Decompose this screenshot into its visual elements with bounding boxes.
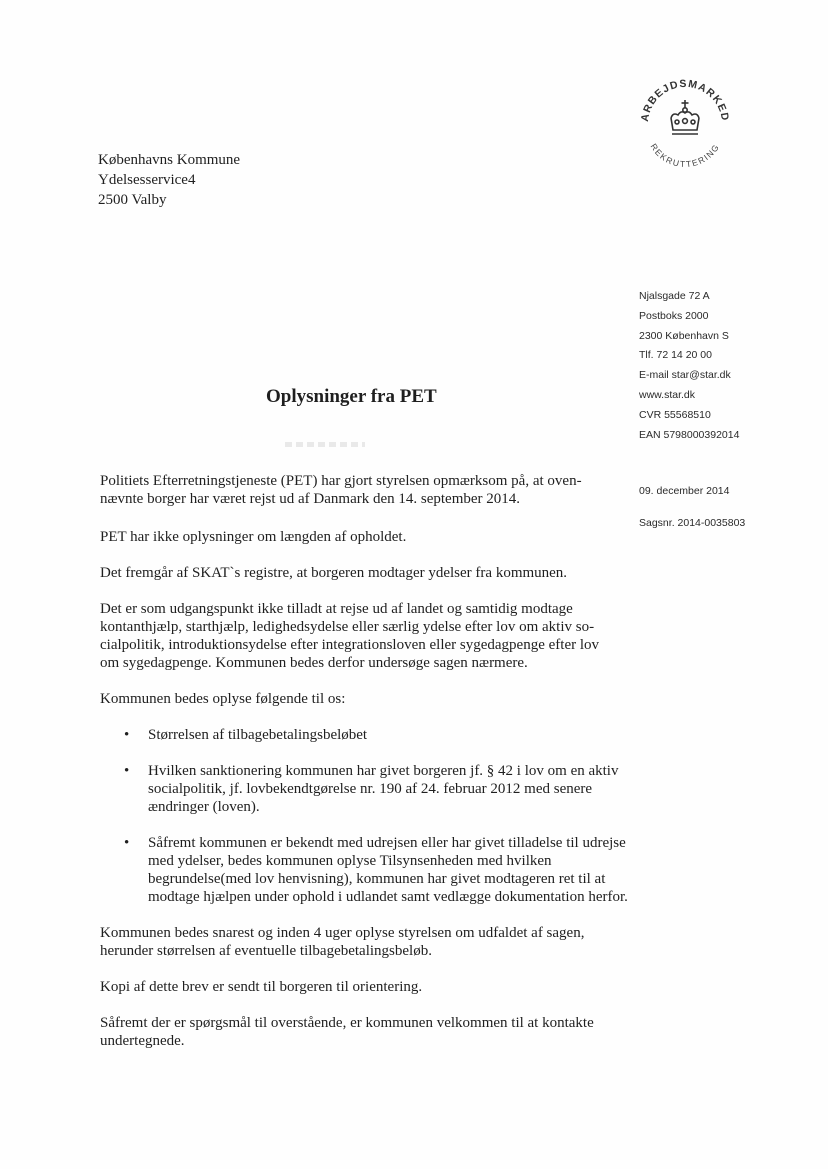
list-item <box>100 834 648 906</box>
sender-address-line: Postboks 2000 <box>639 309 709 322</box>
sender-address-line: Njalsgade 72 A <box>639 290 710 302</box>
sender-phone: Tlf. 72 14 20 00 <box>639 349 712 362</box>
letter-title: Oplysninger fra PET <box>266 386 437 407</box>
logo-ring-text-top: ARBEJDSMARKED <box>638 77 732 123</box>
sender-ean: EAN 5798000392014 <box>639 428 740 441</box>
recipient-address <box>98 150 240 210</box>
paragraph: Kommunen bedes oplyse følgende til os: <box>100 691 346 707</box>
agency-logo <box>630 68 740 178</box>
paragraph: Såfremt der er spørgsmål til overstående, er kommunen velkommen til at kontakte undertegnede. <box>100 1015 594 1049</box>
list-item-text: Såfremt kommunen er bekendt med udrejsen eller har givet tilladelse til udrejse med ydelser, bedes kommunen oplyse Tilsynsenheden med hvilken begrundelse(med lov henvisning), kommunen har givet modtageren ret til at modtage hjælpen under ophold i udlandet samt vedlægge dokumentation herfor. <box>148 835 628 905</box>
paragraph: Politiets Efterretningstjeneste (PET) har gjort styrelsen opmærksom på, at oven-nævnte borger har været rejst ud af Danmark den 14. september 2014. <box>100 473 582 507</box>
list-item-text: Hvilken sanktionering kommunen har givet borgeren jf. § 42 i lov om en aktiv socialpolitik, jf. lovbekendtgørelse nr. 190 af 24. februar 2012 med senere ændringer (loven). <box>148 763 619 815</box>
sender-cvr: CVR 55568510 <box>639 408 711 421</box>
letter-body <box>100 472 628 1068</box>
recipient-line: Ydelsesservice4 <box>98 172 196 188</box>
bullet-icon: • <box>124 763 130 779</box>
case-number: Sagsnr. 2014-0035803 <box>639 517 746 529</box>
redaction-smudge <box>285 442 365 447</box>
list-item-text: Størrelsen af tilbagebetalingsbeløbet <box>148 727 368 743</box>
recipient-line: 2500 Valby <box>98 192 167 208</box>
paragraph: Det fremgår af SKAT`s registre, at borgeren modtager ydelser fra kommunen. <box>100 565 568 581</box>
sender-email: E-mail star@star.dk <box>639 369 731 382</box>
paragraph: Det er som udgangspunkt ikke tilladt at rejse ud af landet og samtidig modtage kontanthjælp, starthjælp, ledighedsydelse eller særlig ydelse efter lov om aktiv so-cialpolitik, introduktionsydelse efter integrationsloven eller sygedagpenge efter lov om sygedagpenge. Kommunen bedes derfor undersøge sagen nærmere. <box>100 601 600 671</box>
logo-ring-text-bottom: REKRUTTERING <box>648 141 722 170</box>
bullet-icon: • <box>124 835 130 851</box>
sender-website: www.star.dk <box>639 388 696 401</box>
list-item <box>100 762 648 816</box>
crown-icon <box>671 100 699 134</box>
sender-block <box>639 287 739 445</box>
paragraph: Kommunen bedes snarest og inden 4 uger oplyse styrelsen om udfaldet af sagen, herunder størrelsen af eventuelle tilbagebetalingsbeløb. <box>100 925 585 959</box>
list-item <box>100 726 648 744</box>
paragraph: PET har ikke oplysninger om længden af opholdet. <box>100 529 407 545</box>
letter-date: 09. december 2014 <box>639 485 730 497</box>
request-list <box>100 726 628 906</box>
sender-address-line: 2300 København S <box>639 329 729 342</box>
bullet-icon: • <box>124 727 130 743</box>
paragraph: Kopi af dette brev er sendt til borgeren til orientering. <box>100 979 423 995</box>
recipient-line: Københavns Kommune <box>98 152 241 168</box>
